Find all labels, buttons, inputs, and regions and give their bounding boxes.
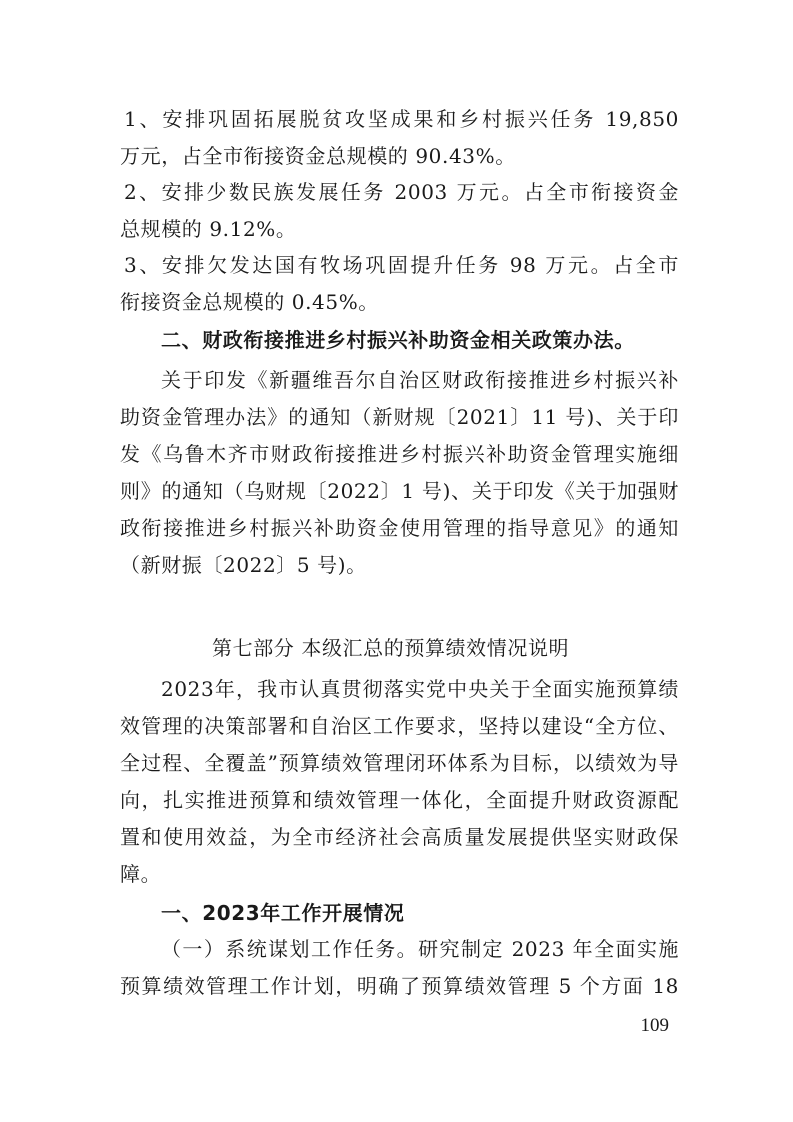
- task-item-3-line-2: 衔接资金总规模的 0.45%。: [120, 290, 379, 314]
- policy-line-2: 助资金管理办法》的通知（新财规〔2021〕11 号)、关于印: [120, 405, 679, 429]
- part-seven-intro-line-2: 效管理的决策部署和自治区工作要求，坚持以建设“全方位、: [120, 714, 679, 738]
- policy-line-3: 发《乌鲁木齐市财政衔接推进乡村振兴补助资金管理实施细: [120, 442, 679, 466]
- task-item-3-line-1: 3、安排欠发达国有牧场巩固提升任务 98 万元。占全市: [124, 253, 679, 277]
- part-seven-title: 第七部分 本级汇总的预算绩效情况说明: [212, 636, 570, 660]
- part-seven-intro-line-6: 障。: [120, 862, 162, 886]
- policy-heading: 二、财政衔接推进乡村振兴补助资金相关政策办法。: [161, 328, 635, 352]
- policy-line-4: 则》的通知（乌财规〔2022〕1 号)、关于印发《关于加强财: [120, 479, 679, 503]
- work-task-line-1: （一）系统谋划工作任务。研究制定 2023 年全面实施: [161, 937, 679, 961]
- policy-line-5: 政衔接推进乡村振兴补助资金使用管理的指导意见》的通知: [120, 516, 679, 540]
- part-seven-intro-line-3: 全过程、全覆盖”预算绩效管理闭环体系为目标，以绩效为导: [120, 751, 679, 775]
- task-item-1-line-2: 万元，占全市衔接资金总规模的 90.43%。: [120, 144, 516, 168]
- part-seven-intro-line-5: 置和使用效益，为全市经济社会高质量发展提供坚实财政保: [120, 825, 679, 849]
- policy-line-1: 关于印发《新疆维吾尔自治区财政衔接推进乡村振兴补: [161, 368, 679, 392]
- part-seven-intro-line-4: 向，扎实推进预算和绩效管理一体化，全面提升财政资源配: [120, 788, 679, 812]
- page-number: 109: [640, 1015, 669, 1036]
- work-task-line-2: 预算绩效管理工作计划，明确了预算绩效管理 5 个方面 18: [120, 974, 679, 998]
- task-item-1-line-1: 1、安排巩固拓展脱贫攻坚成果和乡村振兴任务 19,850: [124, 107, 679, 131]
- work-progress-heading: 一、2023年工作开展情况: [161, 901, 405, 925]
- task-item-2-line-2: 总规模的 9.12%。: [120, 217, 297, 241]
- task-item-2-line-1: 2、安排少数民族发展任务 2003 万元。占全市衔接资金: [124, 180, 679, 204]
- policy-line-6: （新财振〔2022〕5 号)。: [120, 553, 367, 577]
- part-seven-intro-line-1: 2023年，我市认真贯彻落实党中央关于全面实施预算绩: [161, 677, 679, 701]
